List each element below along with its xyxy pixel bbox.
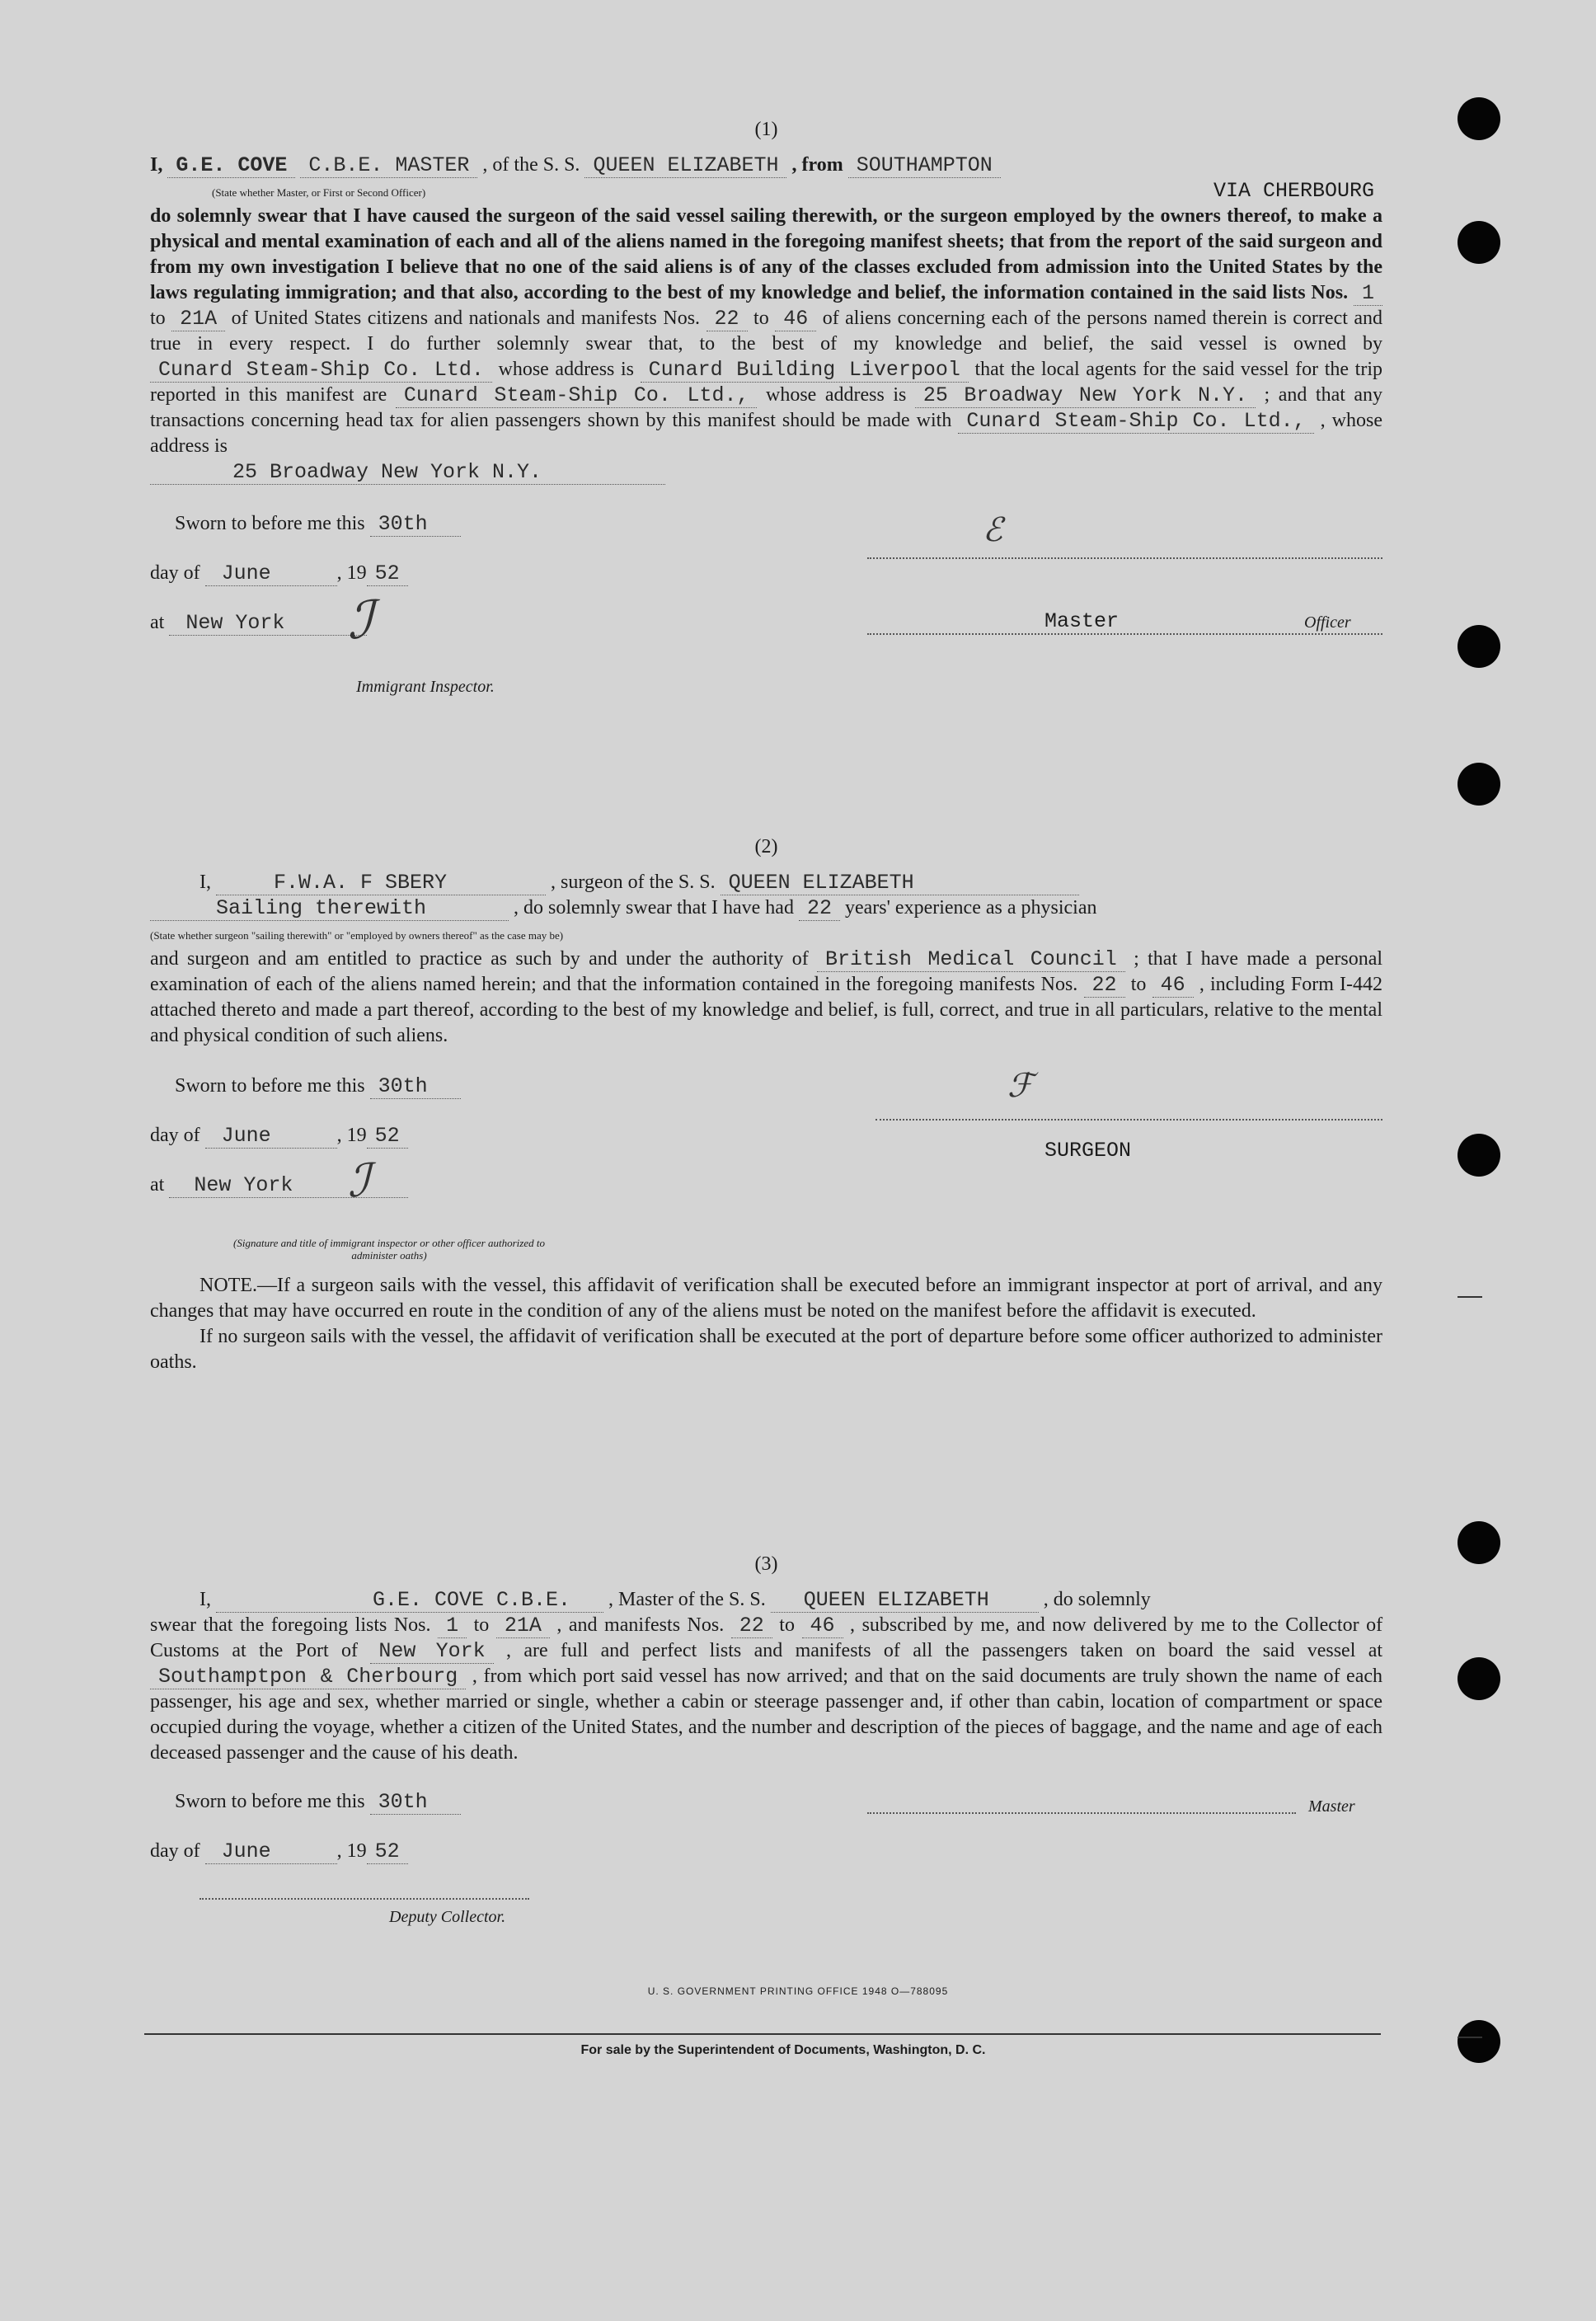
sailing-status: Sailing therewith [150,896,509,921]
sworn-line [175,1789,461,1815]
oath-body-e: that the local agents for the said vessel for the trip reported in this manifest are [150,359,1383,406]
oath-body-b: of United States citizens and nationals and manifests Nos. [231,308,701,329]
at-line [150,610,367,636]
sworn-line [175,1074,461,1099]
agents-name: Cunard Steam-Ship Co. Ltd., [396,383,758,408]
edge-tick [1458,2037,1482,2038]
oath-body-b: ; that I have made a personal examination of each of the aliens named herein; and that the information contained in the foregoing manifests Nos. [150,948,1383,995]
label-surgeon-of: , surgeon of the S. S. [551,872,716,893]
at-line [150,1172,408,1198]
sale-line: For sale by the Superintendent of Documents, Washington, D. C. [580,2043,986,2057]
sworn-line [175,511,461,537]
officer-label: Officer [1304,613,1351,632]
master-title: C.B.E. MASTER [300,153,477,178]
label-i: I, [150,154,163,176]
year-prefix: , 19 [336,1125,367,1146]
authority: British Medical Council [817,947,1125,972]
punch-hole-icon [1458,2020,1500,2063]
sworn-day: 30th [370,1790,461,1815]
master-label: Master [1044,609,1120,633]
collector-affidavit [150,1552,1382,1954]
master-name: G.E. COVE [167,153,295,178]
punch-hole-icon [1458,1134,1500,1177]
label-whose-address-2: whose address is [766,384,907,406]
collector-signature-block [150,1789,1382,1954]
note-b: If no surgeon sails with the vessel, the affidavit of verification shall be executed at the port of departure before some officer authorized to administer oaths. [150,1326,1382,1373]
sworn-day: 30th [370,512,461,537]
printing-office-line: U. S. GOVERNMENT PRINTING OFFICE 1948 O—788095 [647,1985,949,1997]
master-signature-block [150,501,1382,724]
oath-body-a: and surgeon and am entitled to practice as such by and under the authority of [150,948,809,970]
punch-hole-icon [1458,97,1500,140]
surgeon-affidavit [150,834,1382,1375]
oath-body-d: , are full and perfect lists and manifests of all the passengers taken on board the said vessel at [506,1640,1383,1661]
label-of-ss: , of the S. S. [482,154,580,176]
departure-ports: Southamptpon & Cherbourg [150,1665,466,1689]
collector-oath-text [150,1587,1382,1766]
head-tax-agent: Cunard Steam-Ship Co. Ltd., [958,409,1313,434]
ship-name: QUEEN ELIZABETH [771,1588,1039,1613]
lists-to: 21A [171,307,225,331]
surgeon-oath-text [150,870,1382,1049]
day-of-label: day of [150,1125,200,1146]
arrival-port: New York [370,1639,493,1664]
inspector-caption: Immigrant Inspector. [356,678,495,696]
sworn-year: 52 [367,1124,408,1149]
oath-body-c: , subscribed by me, and now delivered by me to the Collector of Customs at the Port of [150,1614,1383,1661]
state-note: (State whether Master, or First or Second Officer) [212,186,426,199]
manifest-from: 22 [706,307,748,331]
master-signature-line [867,557,1382,559]
section-marker: (1) [754,119,778,140]
sworn-year: 52 [367,561,408,586]
oath-body-c: , including Form I-442 attached thereto and made a part thereof, according to the best of my knowledge and belief, is full, correct, and true in all particulars, relative to the mental and physical condition of such aliens. [150,974,1383,1046]
sworn-day: 30th [370,1074,461,1099]
master-signature: ℰ [983,511,1003,549]
punch-hole-icon [1458,763,1500,806]
label-whose-address: whose address is [498,359,634,380]
years-text: years' experience as a physician [844,897,1097,919]
label-i: I, [200,872,211,893]
sworn-label: Sworn to before me this [175,1791,365,1812]
manifest-to: 46 [1152,973,1194,998]
owner-address: Cunard Building Liverpool [641,358,969,383]
punch-hole-icon [1458,1521,1500,1564]
manifest-from: 22 [1084,973,1125,998]
oath-body-a: swear that the foregoing lists Nos. [150,1614,431,1636]
master-signature-line [867,1812,1296,1814]
section-marker: (3) [754,1553,778,1575]
label-i: I, [200,1589,211,1610]
note-a: NOTE.—If a surgeon sails with the vessel, this affidavit of verification shall be executed before an immigrant inspector at port of arrival, and any changes that may have occurred en route in the condition of any of the aliens must be noted on the manifest before the affidavit is executed. [150,1275,1382,1322]
oath-body-c: of aliens concerning each of the persons named therein is correct and true in every respect. I do further solemnly swear that, to the best of my knowledge and belief, the said vessel is owned by [150,308,1383,355]
punch-hole-icon [1458,1657,1500,1700]
at-label: at [150,1174,165,1196]
manifest-to: 46 [775,307,816,331]
day-of-line [150,1123,408,1149]
sworn-month: June [205,561,337,586]
edge-tick [1458,1296,1482,1298]
inspector-signature: ℐ [348,590,373,651]
oath-body-g: ; and that any transactions concerning head tax for alien passengers shown by this manifest should be made with [150,384,1383,431]
deputy-signature-line [200,1898,529,1900]
surgeon-label: SURGEON [1044,1139,1132,1163]
sworn-month: June [205,1124,337,1149]
day-of-line [150,561,408,586]
sworn-label: Sworn to before me this [175,513,365,534]
oath-body-a: do solemnly swear that I have caused the surgeon of the said vessel sailing therewith, or the surgeon employed by the owners thereof, to make a physical and mental examination of each and all of the aliens named in the foregoing manifest sheets; that from the report of the said surgeon and from my own investigation I believe that no one of the said aliens is of any of the classes excluded from admission into the United States by the laws regulating immigration; and that also, according to the best of my knowledge and belief, the information contained in the said lists Nos. [150,205,1382,303]
sworn-place: New York [169,611,367,636]
years-experience: 22 [799,896,840,921]
lists-from: 1 [1354,281,1382,306]
swear-text: , do solemnly swear that I have had [514,897,794,919]
sworn-label: Sworn to before me this [175,1075,365,1097]
surgeon-signature: ℱ [1007,1067,1034,1105]
label-from: , from [791,154,843,176]
label-to: to [473,1614,490,1636]
ship-name: QUEEN ELIZABETH [584,153,786,178]
master-name: G.E. COVE C.B.E. [216,1588,603,1613]
oath-body-b: , and manifests Nos. [556,1614,725,1636]
label-whose-address-3: , whose address is [150,410,1383,457]
officer-signature: ℐ [348,1154,370,1208]
section-marker: (2) [754,836,778,857]
day-of-line [150,1839,408,1864]
label-do-solemnly: , do solemnly [1043,1589,1151,1610]
master-label: Master [1308,1797,1355,1816]
ship-name: QUEEN ELIZABETH [721,871,1079,895]
lists-from: 1 [438,1614,467,1638]
day-of-label: day of [150,1840,200,1862]
label-to-2: to [779,1614,795,1636]
sworn-year: 52 [367,1839,408,1864]
sworn-month: June [205,1839,337,1864]
footer-rule [144,2033,1381,2035]
officer-caption: (Signature and title of immigrant inspector or other officer authorized to administer oaths) [233,1237,545,1262]
label-to: to [150,308,166,329]
label-to: to [1130,974,1147,995]
lists-to: 21A [496,1614,550,1638]
surgeon-signature-block [150,1067,1382,1304]
surgeon-name: F.W.A. F SBERY [216,871,546,895]
oath-body-e: , from which port said vessel has now arrived; and that on the said documents are truly shown the name of each passenger, his age and sex, whether married or single, whether a cabin or steerage passenger and, if other than cabin, location of compartment or space occupied during the voyage, whether a citizen of the United States, and the number and description of the pieces of baggage, and the name and age of each deceased passenger and the cause of his death. [150,1666,1382,1764]
master-oath-text [150,153,1382,485]
punch-hole-icon [1458,221,1500,264]
port-from: SOUTHAMPTON [848,153,1001,178]
surgeon-signature-line [875,1119,1382,1121]
year-prefix: , 19 [336,1840,367,1862]
owner-name: Cunard Steam-Ship Co. Ltd. [150,358,492,383]
deputy-caption: Deputy Collector. [389,1908,506,1926]
sworn-place: New York [169,1173,408,1198]
label-master-of: , Master of the S. S. [608,1589,766,1610]
master-affidavit [150,117,1382,724]
label-to-2: to [753,308,769,329]
agents-address: 25 Broadway New York N.Y. [915,383,1256,408]
manifest-to: 46 [802,1614,843,1638]
punch-hole-icon [1458,625,1500,668]
year-prefix: , 19 [336,562,367,584]
head-tax-address: 25 Broadway New York N.Y. [150,460,665,485]
manifest-from: 22 [731,1614,772,1638]
at-label: at [150,612,165,633]
day-of-label: day of [150,562,200,584]
state-note: (State whether surgeon "sailing therewith" or "employed by owners thereof" as the case may be) [150,929,564,942]
port-via: VIA CHERBOURG [1213,179,1374,203]
